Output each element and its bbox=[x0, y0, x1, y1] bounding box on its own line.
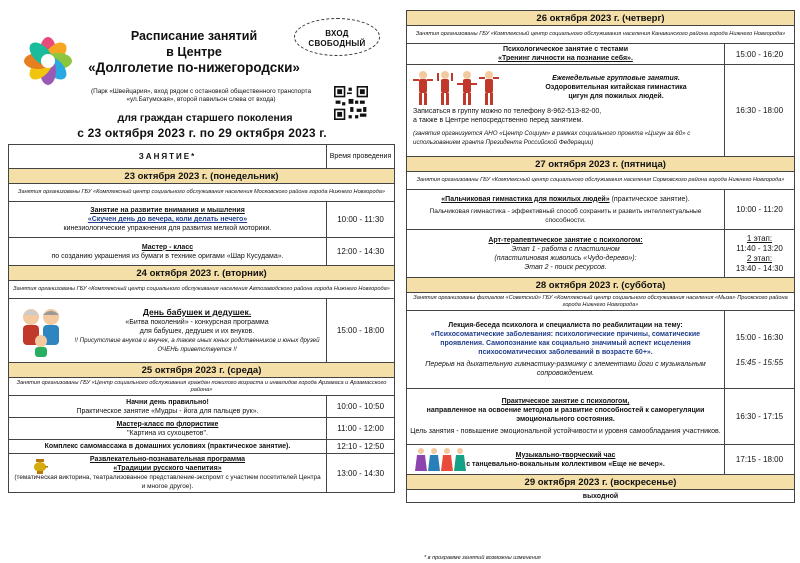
table-row: «Пальчиковая гимнастика для пожилых людей» (практическое занятие). Пальчиковая гимнастика - эффективный способ сохранить и развить интеллектуальные способности. 10:00 - 11:20 bbox=[407, 190, 795, 230]
table-row: выходной bbox=[407, 490, 795, 503]
time-cell: 15:00 - 18:00 bbox=[327, 299, 395, 363]
time-cell: 16:30 - 18:00 bbox=[725, 65, 795, 157]
day-row-tuesday: 24 октября 2023 г. (вторник) bbox=[9, 266, 395, 281]
time-column-header: Время проведения bbox=[327, 145, 395, 169]
table-row: Лекция-беседа психолога и специалиста по реабилитации на тему: «Психосоматические заболевания: психологические причины, соматические проявления. Самопознание как социально значимый аспект исцеления психосоматических заболеваний в возрасте 60+». Перерыв на дыхательную гимнастику-разминку с элементами йоги с музыкальным сопровождением. 15:00 - 16:30 15:45 - 15:55 bbox=[407, 311, 795, 389]
time-cell: 10:00 - 11:30 bbox=[327, 202, 395, 238]
time-cell: 15:00 - 16:30 15:45 - 15:55 bbox=[725, 311, 795, 389]
qigong-figures-icon bbox=[413, 69, 499, 107]
schedule-table-left bbox=[8, 144, 395, 493]
audience-text: для граждан старшего поколения bbox=[117, 112, 293, 124]
qr-code-icon bbox=[334, 86, 368, 120]
table-row: Занятие на развитие внимания и мышления «Скучен день до вечера, коли делать нечего» кинезиологические упражнения для развития мелкой моторики. 10:00 - 11:30 bbox=[9, 202, 395, 238]
day-row-monday: 23 октября 2023 г. (понедельник) bbox=[9, 169, 395, 184]
table-row: Комплекс самомассажа в домашних условиях (практическое занятие). 12:10 - 12:50 bbox=[9, 440, 395, 454]
dancers-icon bbox=[415, 447, 467, 473]
address-text: (Парк «Швейцария», вход рядом с остановкой общественного транспорта «ул.Батумская», второй павильон слева от входа) bbox=[90, 88, 312, 103]
time-cell: 1 этап: 11:40 - 13:20 2 этап: 13:40 - 14:30 bbox=[725, 230, 795, 278]
table-row: Психологическое занятие с тестами «Тренинг личности на познание себя». 15:00 - 16:20 bbox=[407, 44, 795, 65]
table-row: Мастер - класс по созданию украшения из бумаги в технике оригами «Шар Кусудама». 12:00 - 14:30 bbox=[9, 238, 395, 266]
table-row: Еженедельные групповые занятия. Оздоровительная китайская гимнастика цигун для пожилых людей. Записаться в группу можно по телефону 8-962-513-82-00, а также в Центре непосредственно перед занятием. (занятия организуется АНО «Центр Социум» в рамках социального проекта «Цигун за 60» с использованием гранта Президента Российской Федерации) 16:30 - 18:00 bbox=[407, 65, 795, 157]
samovar-icon bbox=[31, 457, 49, 475]
day-row-friday: 27 октября 2023 г. (пятница) bbox=[407, 157, 795, 172]
grandparents-illustration-icon bbox=[17, 305, 65, 357]
day-row-sunday: 29 октября 2023 г. (воскресенье) bbox=[407, 475, 795, 490]
day-row-saturday: 28 октября 2023 г. (суббота) bbox=[407, 278, 795, 293]
org-row: Занятия организованы ГБУ «Комплексный центр социального обслуживания населения Автозаводского района города Нижнего Новгорода» bbox=[9, 281, 395, 299]
table-row: Развлекательно-познавательная программа «Традиции русского чаепития» (тематическая викторина, театрализованное представление-экспромт с участием посетителей Центра и многое другое). 13:00 - 14:30 bbox=[9, 454, 395, 493]
day-row-wednesday: 25 октября 2023 г. (среда) bbox=[9, 363, 395, 378]
time-cell: 10:00 - 11:20 bbox=[725, 190, 795, 230]
time-cell: 17:15 - 18:00 bbox=[725, 445, 795, 475]
org-row: Занятия организованы ГБУ «Комплексный центр социального обслуживания населения Московского района города Нижнего Новгорода» bbox=[9, 184, 395, 202]
schedule-table-right bbox=[406, 10, 795, 503]
org-row: Занятия организованы филиалом «Советский» ГБУ «Комплексный центр социального обслуживания населения «Мыза» Приокского района города Нижнего Новгорода» bbox=[407, 293, 795, 311]
table-row: Арт-терапевтическое занятие с психологом: Этап 1 - работа с пластилином (пластилиновая живопись «Чудо-дерево»): Этап 2 - поиск ресурсов. 1 этап: 11:40 - 13:20 2 этап: 13:40 - 14:30 bbox=[407, 230, 795, 278]
time-cell: 12:00 - 14:30 bbox=[327, 238, 395, 266]
activity-column-header: ЗАНЯТИЕ* bbox=[9, 145, 327, 169]
table-header-row bbox=[9, 145, 395, 169]
org-row: Занятия организованы ГБУ «Комплексный центр социального обслуживания населения Сормовского района города Нижнего Новгорода» bbox=[407, 172, 795, 190]
time-cell: 12:10 - 12:50 bbox=[327, 440, 395, 454]
free-entry-badge: ВХОД СВОБОДНЫЙ bbox=[294, 18, 380, 56]
table-row: Начни день правильно! Практическое занятие «Мудры - йога для пальцев рук». 10:00 - 10:50 bbox=[9, 396, 395, 418]
date-range: с 23 октября 2023 г. по 29 октября 2023 г. bbox=[77, 126, 327, 140]
time-cell: 16:30 - 17:15 bbox=[725, 389, 795, 445]
table-row: Практическое занятие с психологом, направленное на освоение методов и развитие способностей к саморегуляции эмоционального состояния. Цель занятия - повышение эмоциональной устойчивости и уровня самообладания участников. 16:30 - 17:15 bbox=[407, 389, 795, 445]
org-row: Занятия организованы ГБУ «Центр социального обслуживания граждан пожилого возраста и инвалидов города Арзамаса и Арзамасского района» bbox=[9, 378, 395, 396]
table-row: День бабушек и дедушек. «Битва поколений» - конкурсная программа для бабушек, дедушек и их внуков. !! Присутствие внуков и внучек, а также иных юных родственников и юных друзей ОЧЕНЬ приветствуется !! 15:00 - 18:00 bbox=[9, 299, 395, 363]
time-cell: 13:00 - 14:30 bbox=[327, 454, 395, 493]
time-cell: 11:00 - 12:00 bbox=[327, 418, 395, 440]
center-logo-icon bbox=[18, 34, 78, 88]
right-column bbox=[406, 4, 796, 561]
table-row: Музыкально-творческий час с танцевально-вокальным коллективом «Еще не вечер». 17:15 - 18:00 bbox=[407, 445, 795, 475]
left-column bbox=[4, 4, 398, 561]
day-row-thursday: 26 октября 2023 г. (четверг) bbox=[407, 11, 795, 26]
footnote: * в программе занятий возможны изменения bbox=[424, 555, 541, 561]
page-title: Расписание занятий в Центре «Долголетие по-нижегородски» bbox=[88, 29, 300, 75]
table-row: Мастер-класс по флористике "Картина из сухоцветов". 11:00 - 12:00 bbox=[9, 418, 395, 440]
time-cell: 10:00 - 10:50 bbox=[327, 396, 395, 418]
org-row: Занятия организованы ГБУ «Комплексный центр социального обслуживания населения Канавинского района города Нижнего Новгорода» bbox=[407, 26, 795, 44]
time-cell: 15:00 - 16:20 bbox=[725, 44, 795, 65]
